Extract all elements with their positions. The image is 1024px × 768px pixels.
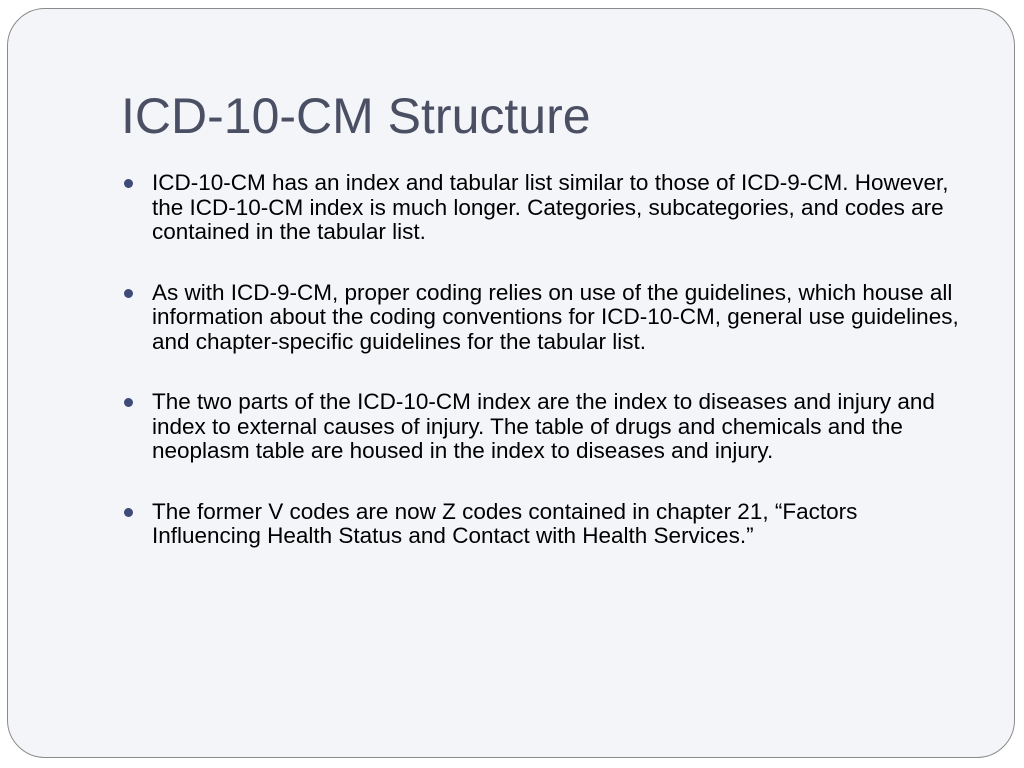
bullet-dot-icon bbox=[124, 508, 133, 517]
bullet-dot-icon bbox=[124, 398, 133, 407]
slide-title: ICD-10-CM Structure bbox=[121, 88, 591, 144]
bullet-dot-icon bbox=[124, 179, 133, 188]
bullet-text: ICD-10-CM has an index and tabular list similar to those of ICD-9-CM. However, the ICD-10-CM index is much longer. Categories, subcategories, and codes are contained in the tabular list. bbox=[152, 170, 949, 244]
bullet-item bbox=[124, 171, 969, 245]
bullet-text: The two parts of the ICD-10-CM index are the index to diseases and injury and index to external causes of injury. The table of drugs and chemicals and the neoplasm table are housed in the index to diseases and injury. bbox=[152, 389, 935, 463]
bullet-item bbox=[124, 500, 969, 549]
bullet-list bbox=[124, 171, 969, 585]
bullet-text: The former V codes are now Z codes contained in chapter 21, “Factors Influencing Health Status and Contact with Health Services.” bbox=[152, 498, 858, 548]
bullet-item bbox=[124, 281, 969, 355]
bullet-text: As with ICD-9-CM, proper coding relies on use of the guidelines, which house all information about the coding conventions for ICD-10-CM, general use guidelines, and chapter-specific guidelines for the tabular list. bbox=[152, 279, 959, 354]
bullet-dot-icon bbox=[124, 289, 133, 298]
bullet-item bbox=[124, 390, 969, 464]
slide-frame bbox=[7, 8, 1015, 758]
